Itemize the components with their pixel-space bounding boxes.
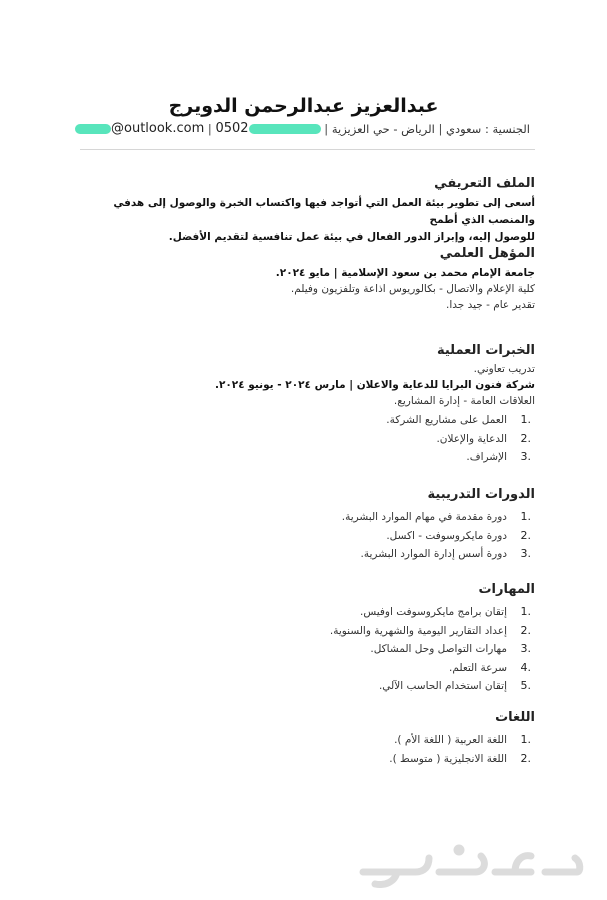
list-number: 2. — [520, 528, 531, 542]
redaction-highlight — [249, 124, 321, 134]
section-heading: اللغات — [495, 710, 535, 725]
profile-line: للوصول إليه، وإبراز الدور الفعال في بيئة عمل تنافسية لتقديم الأفضل. — [168, 231, 535, 243]
education-section — [65, 246, 535, 313]
list-item — [65, 448, 531, 467]
experience-section — [65, 343, 535, 467]
address: الرياض - حي العزيزية — [331, 121, 435, 136]
list-item — [65, 527, 531, 546]
contact-line — [75, 121, 530, 136]
profile-line: أسعى إلى تطوير بيئة العمل التي أتواجد فيها واكتساب الخبرة والوصول إلى هدفي والمنصب الذي أطمح — [113, 197, 535, 226]
list-text: إتقان برامج مايكروسوفت اوفيس. — [360, 606, 507, 618]
list-text: دورة أسس إدارة الموارد البشرية. — [360, 548, 507, 560]
skills-list — [65, 603, 535, 696]
phone-prefix: 0502 — [215, 121, 249, 136]
section-heading: المؤهل العلمي — [439, 246, 535, 261]
list-text: سرعة التعلم. — [449, 661, 507, 674]
list-number: 2. — [520, 751, 531, 765]
faculty: كلية الإعلام والاتصال - بكالوريوس اذاعة وتلفزيون وفيلم. — [290, 283, 535, 295]
list-text: الإشراف. — [466, 451, 507, 463]
haraj-logo-watermark-icon — [355, 838, 585, 893]
company: شركة فنون البرايا للدعاية والاعلان | مارس ٢٠٢٤ - يونيو ٢٠٢٤. — [214, 379, 535, 391]
list-number: 3. — [520, 642, 531, 655]
list-item — [65, 731, 531, 750]
skills-section — [65, 582, 535, 696]
list-item — [65, 411, 531, 430]
courses-list — [65, 508, 535, 564]
list-number: 1. — [520, 605, 531, 618]
list-number: 2. — [520, 623, 531, 637]
experience-list — [65, 411, 535, 467]
list-number: 4. — [520, 660, 531, 674]
section-heading: الخبرات العملية — [436, 343, 535, 358]
separator: | — [324, 121, 329, 136]
phone — [215, 121, 320, 136]
header-divider — [80, 149, 535, 150]
languages-section — [65, 710, 535, 768]
list-item — [65, 508, 531, 527]
list-text: العمل على مشاريع الشركة. — [386, 414, 507, 426]
list-item — [65, 677, 531, 696]
list-text: الدعاية والإعلان. — [436, 432, 507, 445]
separator: | — [438, 121, 443, 136]
list-number: 2. — [520, 431, 531, 445]
list-text: اللغة الانجليزية ( متوسط ). — [389, 752, 507, 765]
profile-section — [65, 176, 535, 246]
list-item — [65, 545, 531, 564]
section-heading: الملف التعريفي — [434, 176, 535, 191]
list-item — [65, 622, 531, 641]
email-suffix: @outlook.com — [111, 121, 205, 136]
section-heading: الدورات التدريبية — [427, 487, 535, 502]
courses-section — [65, 487, 535, 564]
list-item — [65, 603, 531, 622]
experience-type: تدريب تعاوني. — [473, 363, 535, 375]
list-item — [65, 750, 531, 769]
languages-list — [65, 731, 535, 768]
section-heading: المهارات — [478, 582, 535, 597]
list-item — [65, 640, 531, 659]
separator: | — [207, 121, 212, 136]
list-text: إتقان استخدام الحاسب الآلي. — [378, 680, 507, 692]
list-item — [65, 430, 531, 449]
list-text: دورة مايكروسوفت - اكسل. — [386, 529, 507, 542]
email — [75, 121, 204, 136]
list-text: دورة مقدمة في مهام الموارد البشرية. — [341, 511, 507, 523]
redaction-highlight — [75, 124, 111, 134]
list-number: 5. — [520, 679, 531, 692]
applicant-name: عبدالعزيز عبدالرحمن الدويرج — [168, 95, 439, 117]
list-number: 1. — [520, 510, 531, 523]
list-number: 1. — [520, 733, 531, 746]
list-number: 1. — [520, 413, 531, 426]
list-text: اللغة العربية ( اللغة الأم ). — [394, 734, 507, 746]
nationality: الجنسية : سعودي — [446, 121, 530, 136]
list-item — [65, 659, 531, 678]
list-text: إعداد التقارير اليومية والشهرية والسنوية. — [329, 624, 507, 637]
list-number: 3. — [520, 547, 531, 560]
grade: تقدير عام - جيد جدا. — [446, 299, 535, 311]
list-number: 3. — [520, 450, 531, 463]
list-text: مهارات التواصل وحل المشاكل. — [370, 643, 507, 655]
department: العلاقات العامة - إدارة المشاريع. — [393, 395, 535, 407]
university: جامعة الإمام محمد بن سعود الإسلامية | مايو ٢٠٢٤. — [275, 267, 535, 279]
